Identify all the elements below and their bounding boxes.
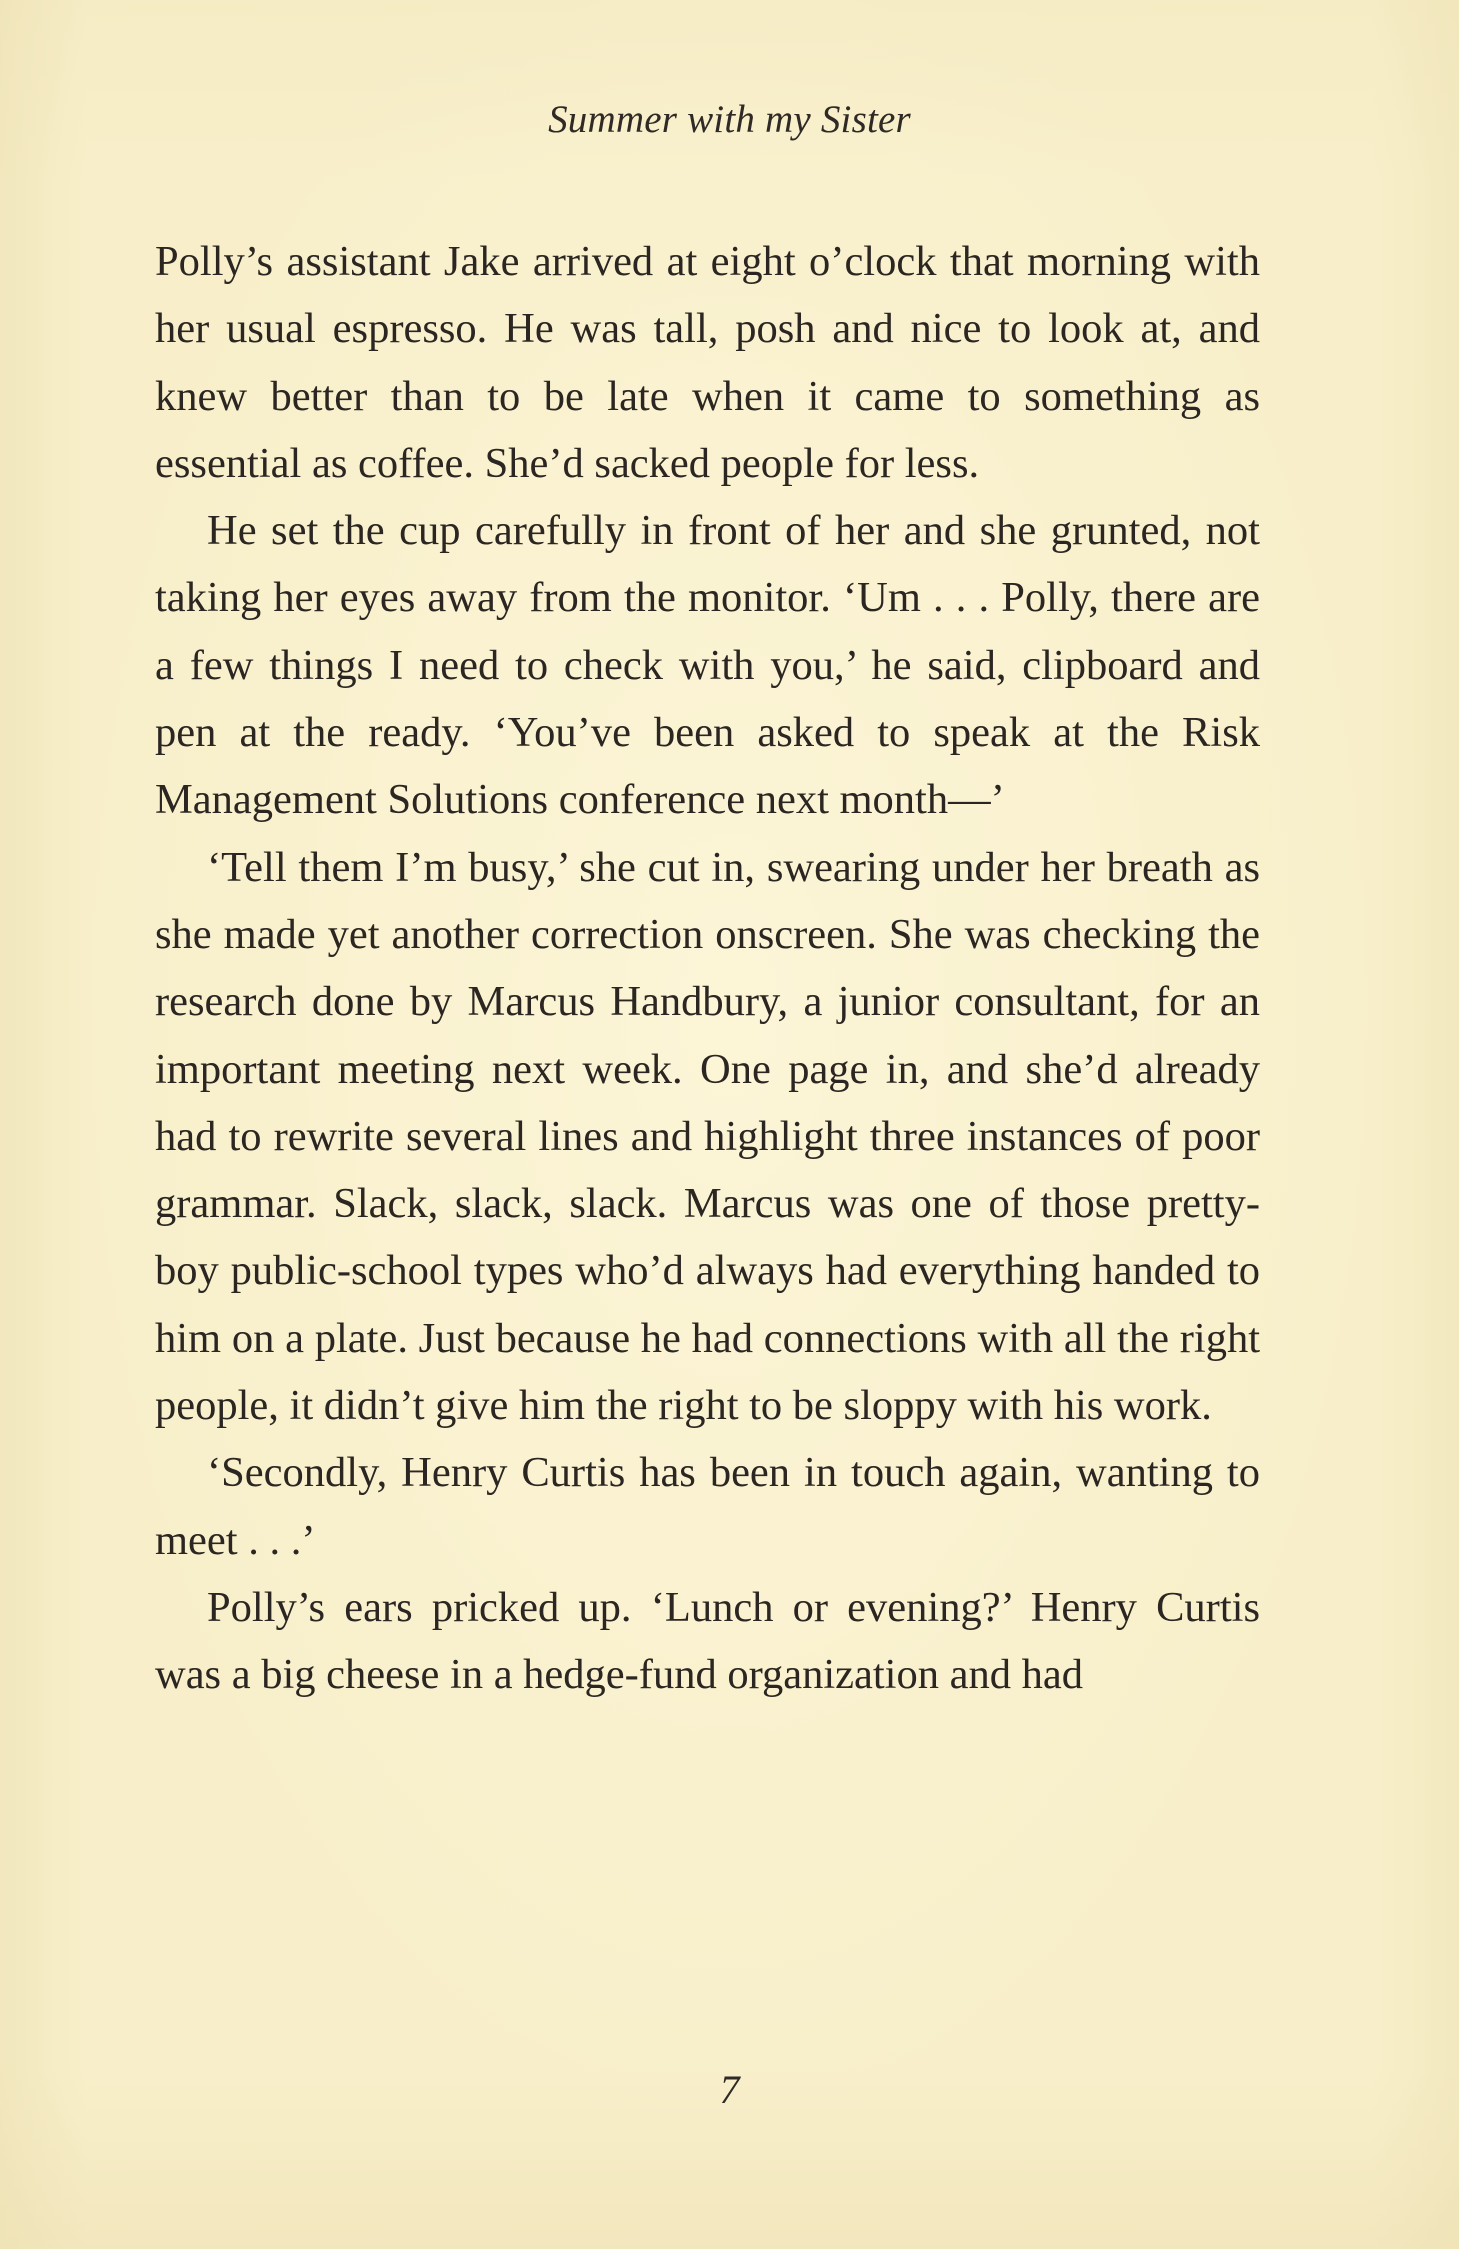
paragraph: He set the cup carefully in front of her and she grunted, not taking her eyes away from the monitor. ‘Um . . . Polly, there are a few things I need to check with you,’ he said, clipboard and pen at the ready. ‘You’ve been asked to speak at the Risk Management Solutions conference next month—’ bbox=[155, 507, 1260, 824]
running-head: Summer with my Sister bbox=[548, 98, 911, 141]
paragraph: Polly’s assistant Jake arrived at eight o’clock that morning with her usual espresso. He was tall, posh and nice to look at, and knew better than to be late when it came to something as essential as coffee. She’d sacked people for less. bbox=[155, 238, 1260, 487]
paragraph: Polly’s ears pricked up. ‘Lunch or evening?’ Henry Curtis was a big cheese in a hedge-fund organization and had bbox=[155, 1583, 1260, 1699]
body-text bbox=[155, 228, 1260, 1709]
paragraph: ‘Secondly, Henry Curtis has been in touch again, wanting to meet . . .’ bbox=[155, 1449, 1260, 1564]
page-number: 7 bbox=[719, 2067, 740, 2112]
paragraph: ‘Tell them I’m busy,’ she cut in, swearing under her breath as she made yet another correction onscreen. She was checking the research done by Marcus Handbury, a junior consultant, for an important meeting next week. One page in, and she’d already had to rewrite several lines and highlight three instances of poor grammar. Slack, slack, slack. Marcus was one of those pretty-boy public-school types who’d always had everything handed to him on a plate. Just because he had connections with all the right people, it didn’t give him the right to be sloppy with his work. bbox=[155, 843, 1260, 1430]
